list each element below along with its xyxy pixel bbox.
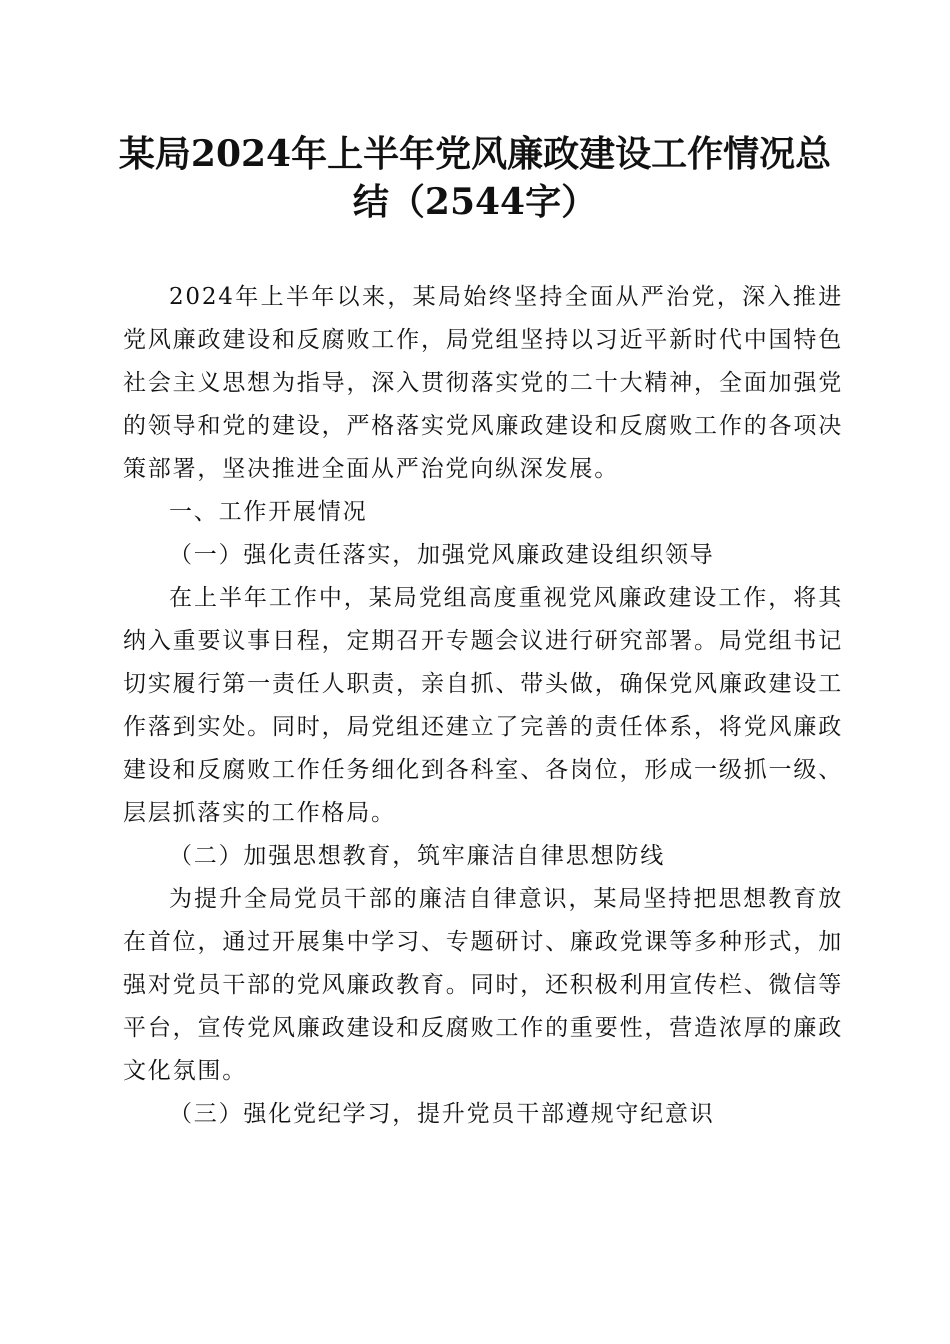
title-line-2: 结（2544字） — [352, 181, 598, 223]
intro-paragraph: 2024年上半年以来，某局始终坚持全面从严治党，深入推进党风廉政建设和反腐败工作，局党组坚持以习近平新时代中国特色社会主义思想为指导，深入贯彻落实党的二十大精神，全面加强党的领导和党的建设，严格落实党风廉政建设和反腐败工作的各项决策部署，坚决推进全面从严治党向纵深发展。 — [123, 284, 843, 482]
document-title — [110, 130, 840, 226]
subsection-body-1: 在上半年工作中，某局党组高度重视党风廉政建设工作，将其纳入重要议事日程，定期召开专题会议进行研究部署。局党组书记切实履行第一责任人职责，亲自抓、带头做，确保党风廉政建设工作落到实处。同时，局党组还建立了完善的责任体系，将党风廉政建设和反腐败工作任务细化到各科室、各岗位，形成一级抓一级、层层抓落实的工作格局。 — [123, 585, 843, 826]
document-body — [123, 276, 843, 1136]
subsection-heading-1: （一）强化责任落实，加强党风廉政建设组织领导 — [169, 542, 715, 568]
subsection-heading-2: （二）加强思想教育，筑牢廉洁自律思想防线 — [169, 843, 665, 869]
title-line-1: 某局2024年上半年党风廉政建设工作情况总 — [118, 133, 832, 175]
subsection-body-2: 为提升全局党员干部的廉洁自律意识，某局坚持把思想教育放在首位，通过开展集中学习、专题研讨、廉政党课等多种形式，加强对党员干部的党风廉政教育。同时，还积极利用宣传栏、微信等平台，宣传党风廉政建设和反腐败工作的重要性，营造浓厚的廉政文化氛围。 — [123, 886, 843, 1084]
section-heading-1: 一、工作开展情况 — [169, 499, 368, 525]
subsection-heading-3: （三）强化党纪学习，提升党员干部遵规守纪意识 — [169, 1101, 715, 1127]
